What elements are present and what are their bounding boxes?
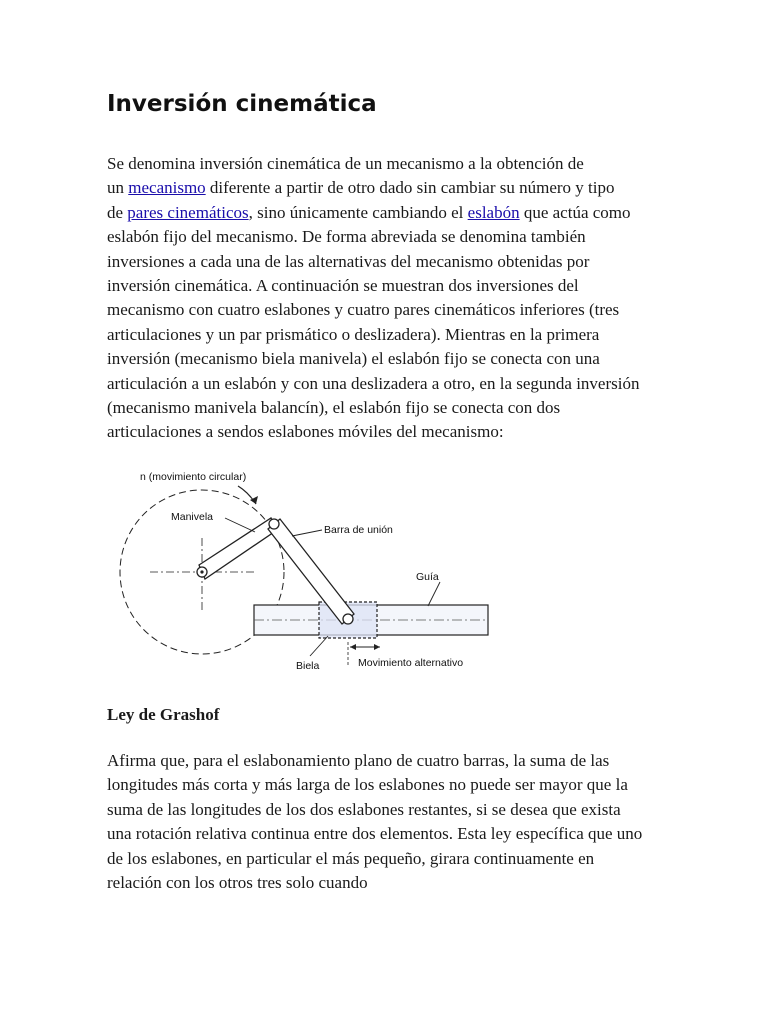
motion-arrowhead-left [350,644,356,650]
link-mecanismo[interactable]: mecanismo [128,178,206,198]
grashof-line-3: suma de las longitudes de los dos eslabones restantes, si se desea que exista [107,799,621,819]
intro-line-12: articulaciones a sendos eslabones móviles del mecanismo: [107,422,504,442]
label-crank: Manivela [171,511,214,523]
grashof-paragraph [107,749,642,895]
text-span: que actúa como [519,202,631,222]
crank-slider-diagram [110,460,510,680]
crank-leader [225,518,255,532]
intro-line-3 [107,201,639,225]
label-guide: Guía [416,571,439,583]
grashof-line-5: de los eslabones, en particular el más pequeño, girara continuamente en [107,848,595,868]
intro-line-2 [107,176,639,200]
intro-line-9: inversión (mecanismo biela manivela) el eslabón fijo se conecta con una [107,349,600,369]
intro-line-11: (mecanismo manivela balancín), el eslabón fijo se conecta con dos [107,398,561,418]
label-coupler: Barra de unión [324,524,393,536]
text-span: , sino únicamente cambiando el [248,202,468,222]
crank-pivot-center [200,570,203,573]
slider-pin [343,614,353,624]
grashof-heading: Ley de Grashof [107,705,220,724]
intro-line-4: eslabón fijo del mecanismo. De forma abreviada se denomina también [107,227,586,247]
guide-leader [428,582,440,606]
label-rotation: n (movimiento circular) [140,471,247,483]
crank-link [199,518,277,579]
grashof-line-6: relación con los otros tres solo cuando [107,873,368,893]
intro-line-8: articulaciones y un par prismático o deslizadera). Mientras en la primera [107,324,600,344]
intro-line-7: mecanismo con cuatro eslabones y cuatro pares cinemáticos inferiores (tres [107,300,620,320]
text-span: diferente a partir de otro dado sin cambiar su número y tipo [205,178,615,198]
diagram-svg [110,460,510,680]
coupler-leader [292,530,322,536]
label-rod: Biela [296,660,320,672]
label-motion: Movimiento alternativo [358,657,464,669]
text-span: un [107,178,129,198]
link-eslabon[interactable]: eslabón [467,202,520,222]
intro-line-5: inversiones a cada una de las alternativas del mecanismo obtenidas por [107,251,590,271]
page-title: Inversión cinemática [107,91,377,117]
rod-leader [310,636,328,656]
intro-paragraph [107,152,639,445]
intro-line-10: articulación a un eslabón y con una deslizadera a otro, en la segunda inversión [107,373,640,393]
grashof-line-2: longitudes más corta y más larga de los eslabones no puede ser mayor que la [107,775,628,795]
link-pares-cinematicos[interactable]: pares cinemáticos [127,202,249,222]
text-span: de [107,202,128,222]
grashof-line-1: Afirma que, para el eslabonamiento plano de cuatro barras, la suma de las [107,751,610,770]
intro-line-1: Se denomina inversión cinemática de un mecanismo a la obtención de [107,154,584,173]
motion-arrowhead-right [374,644,380,650]
intro-line-6: inversión cinemática. A continuación se muestran dos inversiones del [107,276,579,296]
crank-pin [269,519,279,529]
grashof-line-4: una rotación relativa continua entre dos elementos. Esta ley específica que uno [107,824,643,844]
